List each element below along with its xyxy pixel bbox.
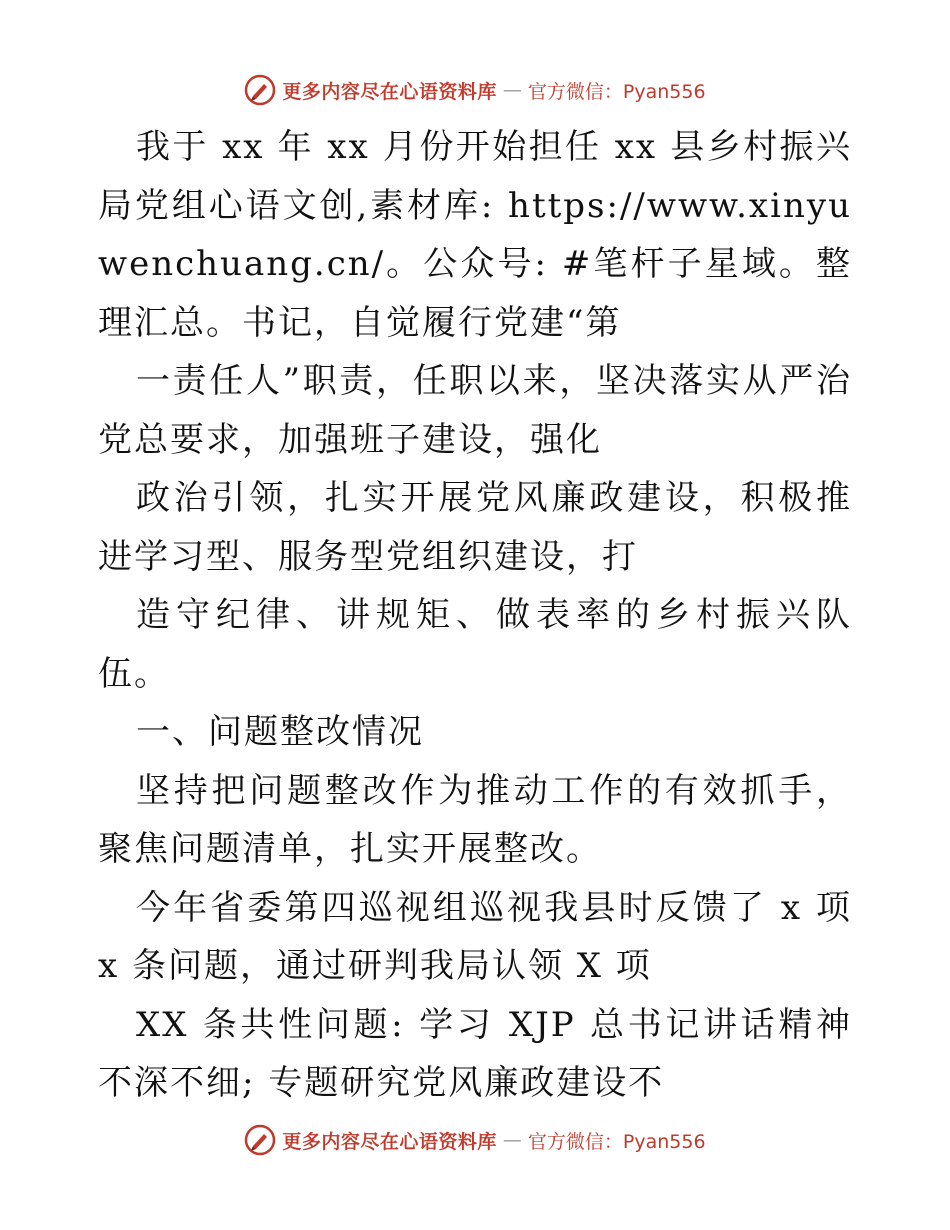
header-watermark	[0, 70, 950, 110]
watermark-wechat-text: 官方微信：Pyan556	[527, 1130, 706, 1153]
watermark-site-text: 更多内容尽在心语资料库	[282, 1130, 497, 1153]
paragraph-6: 今年省委第四巡视组巡视我县时反馈了 x 项 x 条问题，通过研判我局认领 X 项	[98, 887, 852, 986]
section-heading: 一、问题整改情况	[136, 712, 424, 752]
watermark-dash: —	[502, 79, 522, 101]
paragraph-7: XX 条共性问题: 学习 XJP 总书记讲话精神不深不细; 专题研究党风廉政建设不	[98, 1004, 852, 1103]
paragraph-4: 造守纪律、讲规矩、做表率的乡村振兴队伍。	[98, 595, 852, 694]
footer-watermark	[0, 1120, 950, 1160]
pen-logo-icon	[244, 74, 276, 106]
document-body	[98, 118, 852, 1113]
paragraph-3: 政治引领，扎实开展党风廉政建设，积极推进学习型、服务型党组织建设，打	[98, 478, 852, 577]
paragraph-2: 一责任人”职责，任职以来，坚决落实从严治党总要求，加强班子建设，强化	[98, 361, 852, 460]
pen-logo-icon	[244, 1124, 276, 1156]
paragraph-1: 我于 xx 年 xx 月份开始担任 xx 县乡村振兴局党组心语文创,素材库: https://www.xinyuwenchuang.cn/。公众号: #笔杆子星域。整理汇总。书记，自觉履行党建“第	[98, 127, 852, 343]
paragraph-5: 坚持把问题整改作为推动工作的有效抓手，聚焦问题清单，扎实开展整改。	[98, 770, 852, 869]
watermark-site-text: 更多内容尽在心语资料库	[282, 80, 497, 103]
watermark-dash: —	[502, 1129, 522, 1151]
watermark-wechat-text: 官方微信：Pyan556	[527, 80, 706, 103]
